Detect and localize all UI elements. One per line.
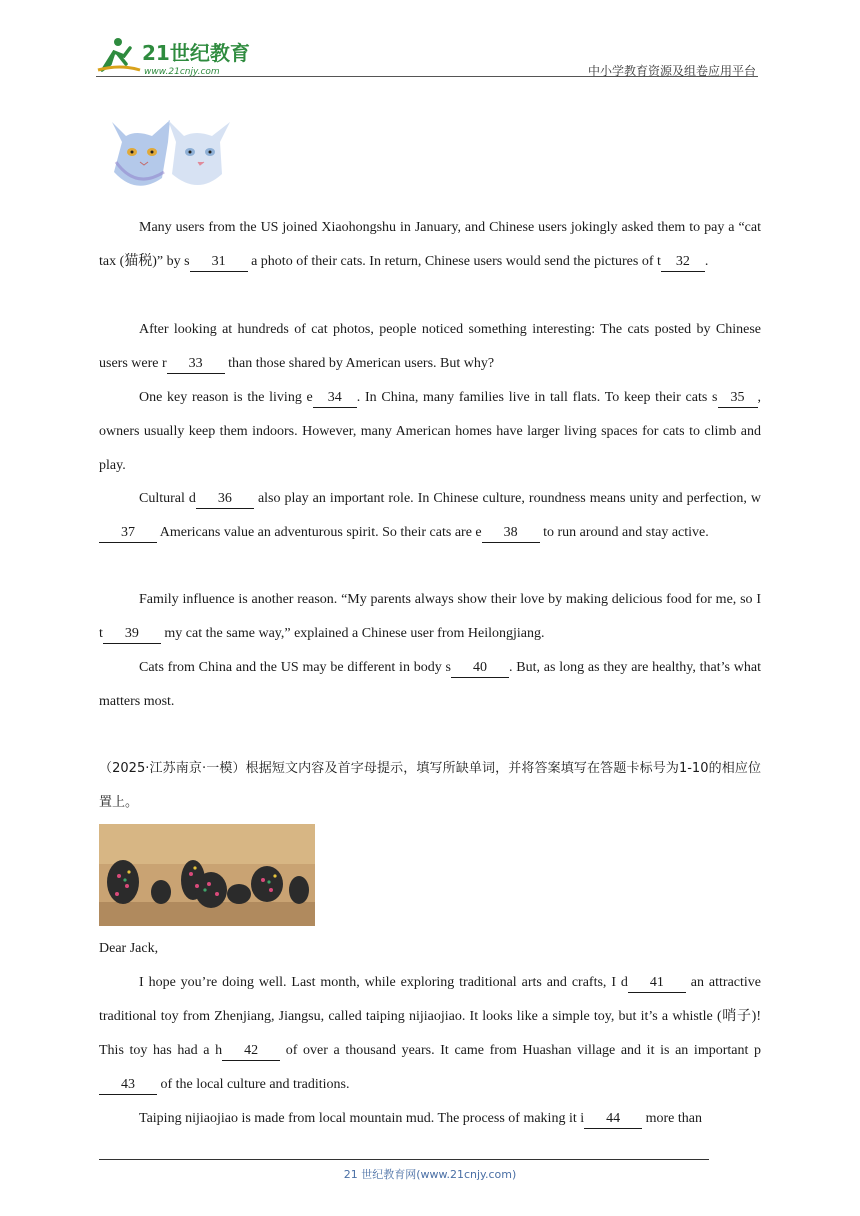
blank-44[interactable]: 44 — [584, 1110, 642, 1129]
blank-40[interactable]: 40 — [451, 659, 509, 678]
paragraph-5: Family influence is another reason. “My parents always show their love by making delicious food for me, so I t 39 my cat the same way,” explained a Chinese user from Heilongjiang. — [99, 583, 761, 651]
blank-39[interactable]: 39 — [103, 625, 161, 644]
paragraph-4: Cultural d 36 also play an important role. In Chinese culture, roundness means unity and perfection, w37 Americans value an adventurous spirit. So their cats are e 38 to run around and stay active. — [99, 482, 761, 550]
footer-text[interactable]: 21 世纪教育网(www.21cnjy.com) — [343, 1168, 517, 1181]
letter-paragraph-2: Taiping nijiaojiao is made from local mountain mud. The process of making it i 44 more than — [99, 1102, 761, 1136]
blank-34[interactable]: 34 — [313, 389, 357, 408]
blank-36[interactable]: 36 — [196, 490, 254, 509]
blank-42[interactable]: 42 — [222, 1042, 280, 1061]
blank-32[interactable]: 32 — [661, 253, 705, 272]
blank-33[interactable]: 33 — [167, 355, 225, 374]
footer-divider — [99, 1159, 709, 1160]
blank-37[interactable]: 37 — [99, 524, 157, 543]
paragraph-6: Cats from China and the US may be different in body s 40 . But, as long as they are healthy, that’s what matters most. — [99, 660, 761, 709]
paragraph-1: Many users from the US joined Xiaohongshu in January, and Chinese users jokingly asked them to pay a “cat tax (猫税)” by s 31 a photo of their cats. In return, Chinese users would send the pictures of t 32 . — [99, 211, 761, 279]
svg-text:www.21cnjy.com: www.21cnjy.com — [144, 67, 220, 77]
cats-illustration — [106, 112, 232, 194]
logo — [96, 34, 266, 78]
page-header — [96, 32, 758, 80]
blank-31[interactable]: 31 — [190, 253, 248, 272]
header-platform-text: 中小学教育资源及组卷应用平台 — [587, 64, 756, 78]
paragraph-2: After looking at hundreds of cat photos, people noticed something interesting: The cats posted by Chinese users were r 33 than those shared by American users. But why? — [99, 313, 761, 381]
svg-text:21世纪教育: 21世纪教育 — [142, 41, 250, 65]
toys-photo — [99, 824, 315, 926]
paragraph-3: One key reason is the living e 34 . In China, many families live in tall flats. To keep their cats s 35 , owners usually keep them indoors. However, many American homes have larger living spaces for cats to climb and play. — [99, 390, 761, 473]
instruction-text: （2025·江苏南京·一模）根据短文内容及首字母提示，填写所缺单词，并将答案填写在答题卡标号为1-10的相应位置上。 — [99, 761, 761, 810]
blank-38[interactable]: 38 — [482, 524, 540, 543]
blank-35[interactable]: 35 — [718, 389, 758, 408]
letter-paragraph-1: I hope you’re doing well. Last month, while exploring traditional arts and crafts, I d 41 an attractive traditional toy from Zhenjiang, Jiangsu, called taiping nijiaojiao. It looks like a simple toy, but it’s a whistle (哨子)! This toy has had a h 42 of over a thousand years. It came from Huashan village and it is an important p43 of the local culture and traditions. — [99, 966, 761, 1102]
blank-43[interactable]: 43 — [99, 1076, 157, 1095]
header-divider — [96, 76, 758, 77]
letter-greeting: Dear Jack, — [99, 941, 159, 956]
blank-41[interactable]: 41 — [628, 974, 686, 993]
